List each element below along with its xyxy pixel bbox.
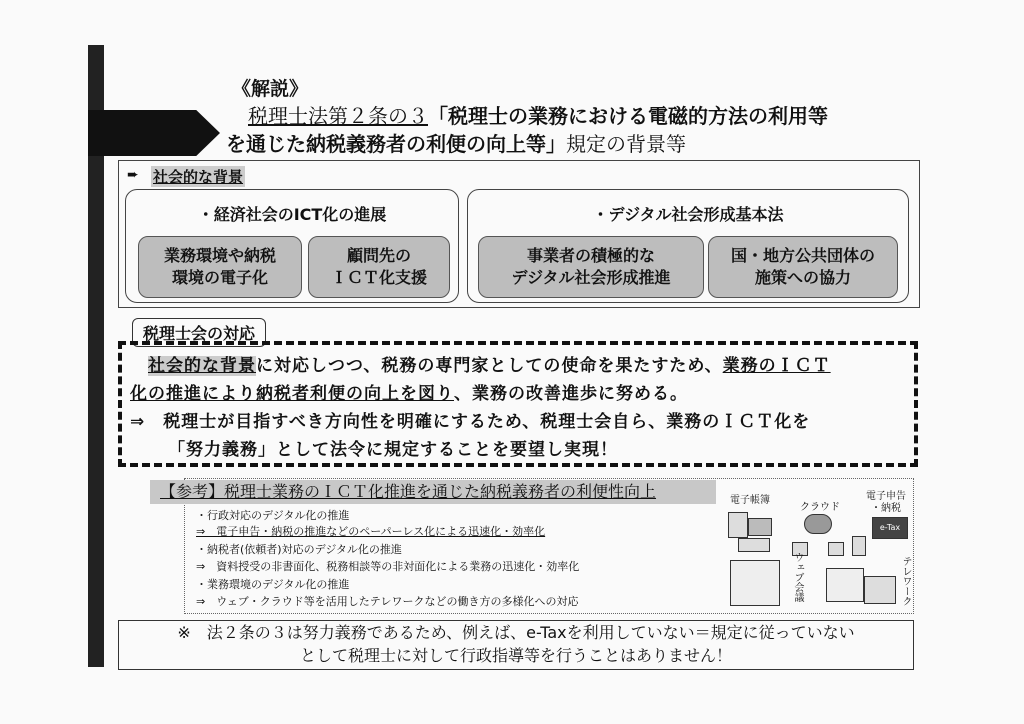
response-mission: に対応しつつ、税務の専門家としての使命を果たすため、 (256, 356, 723, 376)
pill-business-digital: 事業者の積極的な デジタル社会形成推進 (478, 236, 704, 298)
cloud-icon (804, 514, 832, 534)
ledger-label: 電子帳簿 (730, 495, 770, 506)
digital-society-title: ・デジタル社会形成基本法 (592, 205, 784, 224)
response-ict: 業務のＩＣＴ (722, 356, 831, 376)
reference-line-6: ⇒ ウェブ・クラウド等を活用したテレワークなどの働き方の多様化への対応 (196, 595, 579, 608)
phone-icon (852, 536, 866, 556)
reference-line-1: ・行政対応のデジタル化の推進 (196, 509, 350, 522)
computer-icon (748, 518, 772, 536)
ict-progress-title: ・経済社会のICT化の進展 (197, 205, 387, 224)
reference-line-3: ・納税者(依頼者)対応のデジタル化の推進 (196, 543, 402, 556)
title-main-2: を通じた納税義務者の利便の向上等」 (226, 132, 566, 156)
title-line-1 (248, 100, 828, 129)
response-line-2 (130, 379, 688, 404)
ict-progress-group (125, 189, 459, 303)
reference-title: 【参考】税理士業務のＩＣＴ化推進を通じた納税義務者の利便性向上 (150, 480, 716, 504)
efiling-label: 電子申告 ・納税 (866, 491, 906, 514)
reference-line-5: ・業務環境のデジタル化の推進 (196, 578, 350, 591)
etax-icon: e-Tax (872, 517, 908, 539)
tablet-icon (828, 542, 844, 556)
printer-icon (738, 538, 770, 552)
title-main-1: 「税理士の業務における電磁的方法の利用等 (428, 104, 828, 128)
response-line-4: 「努力義務」として法令に規定することを要望し実現！ (168, 440, 618, 460)
pill-client-ict-support: 顧問先の ＩＣＴ化支援 (308, 236, 450, 298)
note-line-1: ※ 法２条の３は努力義務であるため、例えば、e-Taxを利用していない＝規定に従っていない (177, 623, 855, 642)
social-background-panel (118, 160, 920, 308)
association-response-box (118, 341, 918, 467)
response-line-1 (148, 351, 831, 376)
header-arrow-shape (88, 110, 220, 156)
reference-line-2: ⇒ 電子申告・納税の推進などのペーパーレス化による迅速化・効率化 (196, 525, 546, 538)
response-line-3: ⇒ 税理士が目指すべき方向性を明確にするため、税理士会自ら、業務のＩＣＴ化を (130, 412, 811, 432)
telework-label: テレワーク (900, 556, 911, 606)
kaisetsu-label: 《解説》 (232, 78, 309, 100)
association-response-label: 税理士会の対応 (132, 318, 266, 347)
response-convenience: 化の推進により納税者利便の向上を図り (130, 384, 454, 404)
arrow-bullet-icon: ➨ (127, 167, 139, 183)
reference-line-4: ⇒ 資料授受の非書面化、税務相談等の非対面化による業務の迅速化・効率化 (196, 560, 580, 573)
web-meeting-label: ウェブ会議 (792, 552, 803, 602)
document-icon (728, 512, 748, 538)
social-background-label: 社会的な背景 (153, 168, 244, 186)
note-line-2: として税理士に対して行政指導等を行うことはありません！ (299, 646, 732, 665)
pill-e-environment: 業務環境や納税 環境の電子化 (138, 236, 302, 298)
pill-government-cooperation: 国・地方公共団体の 施策への協力 (708, 236, 898, 298)
home-icon (864, 576, 896, 604)
title-line-2 (226, 128, 686, 157)
title-suffix: 規定の背景等 (566, 132, 686, 156)
title-law-ref: 税理士法第２条の３ (248, 104, 428, 128)
response-improve: 、業務の改善進歩に努める。 (454, 384, 688, 404)
note-box (118, 620, 914, 670)
cloud-label: クラウド (800, 502, 840, 513)
response-social-bg: 社会的な背景 (148, 356, 256, 376)
digital-society-group (467, 189, 909, 303)
office-building-icon (826, 568, 864, 602)
video-meeting-icon (730, 560, 780, 606)
